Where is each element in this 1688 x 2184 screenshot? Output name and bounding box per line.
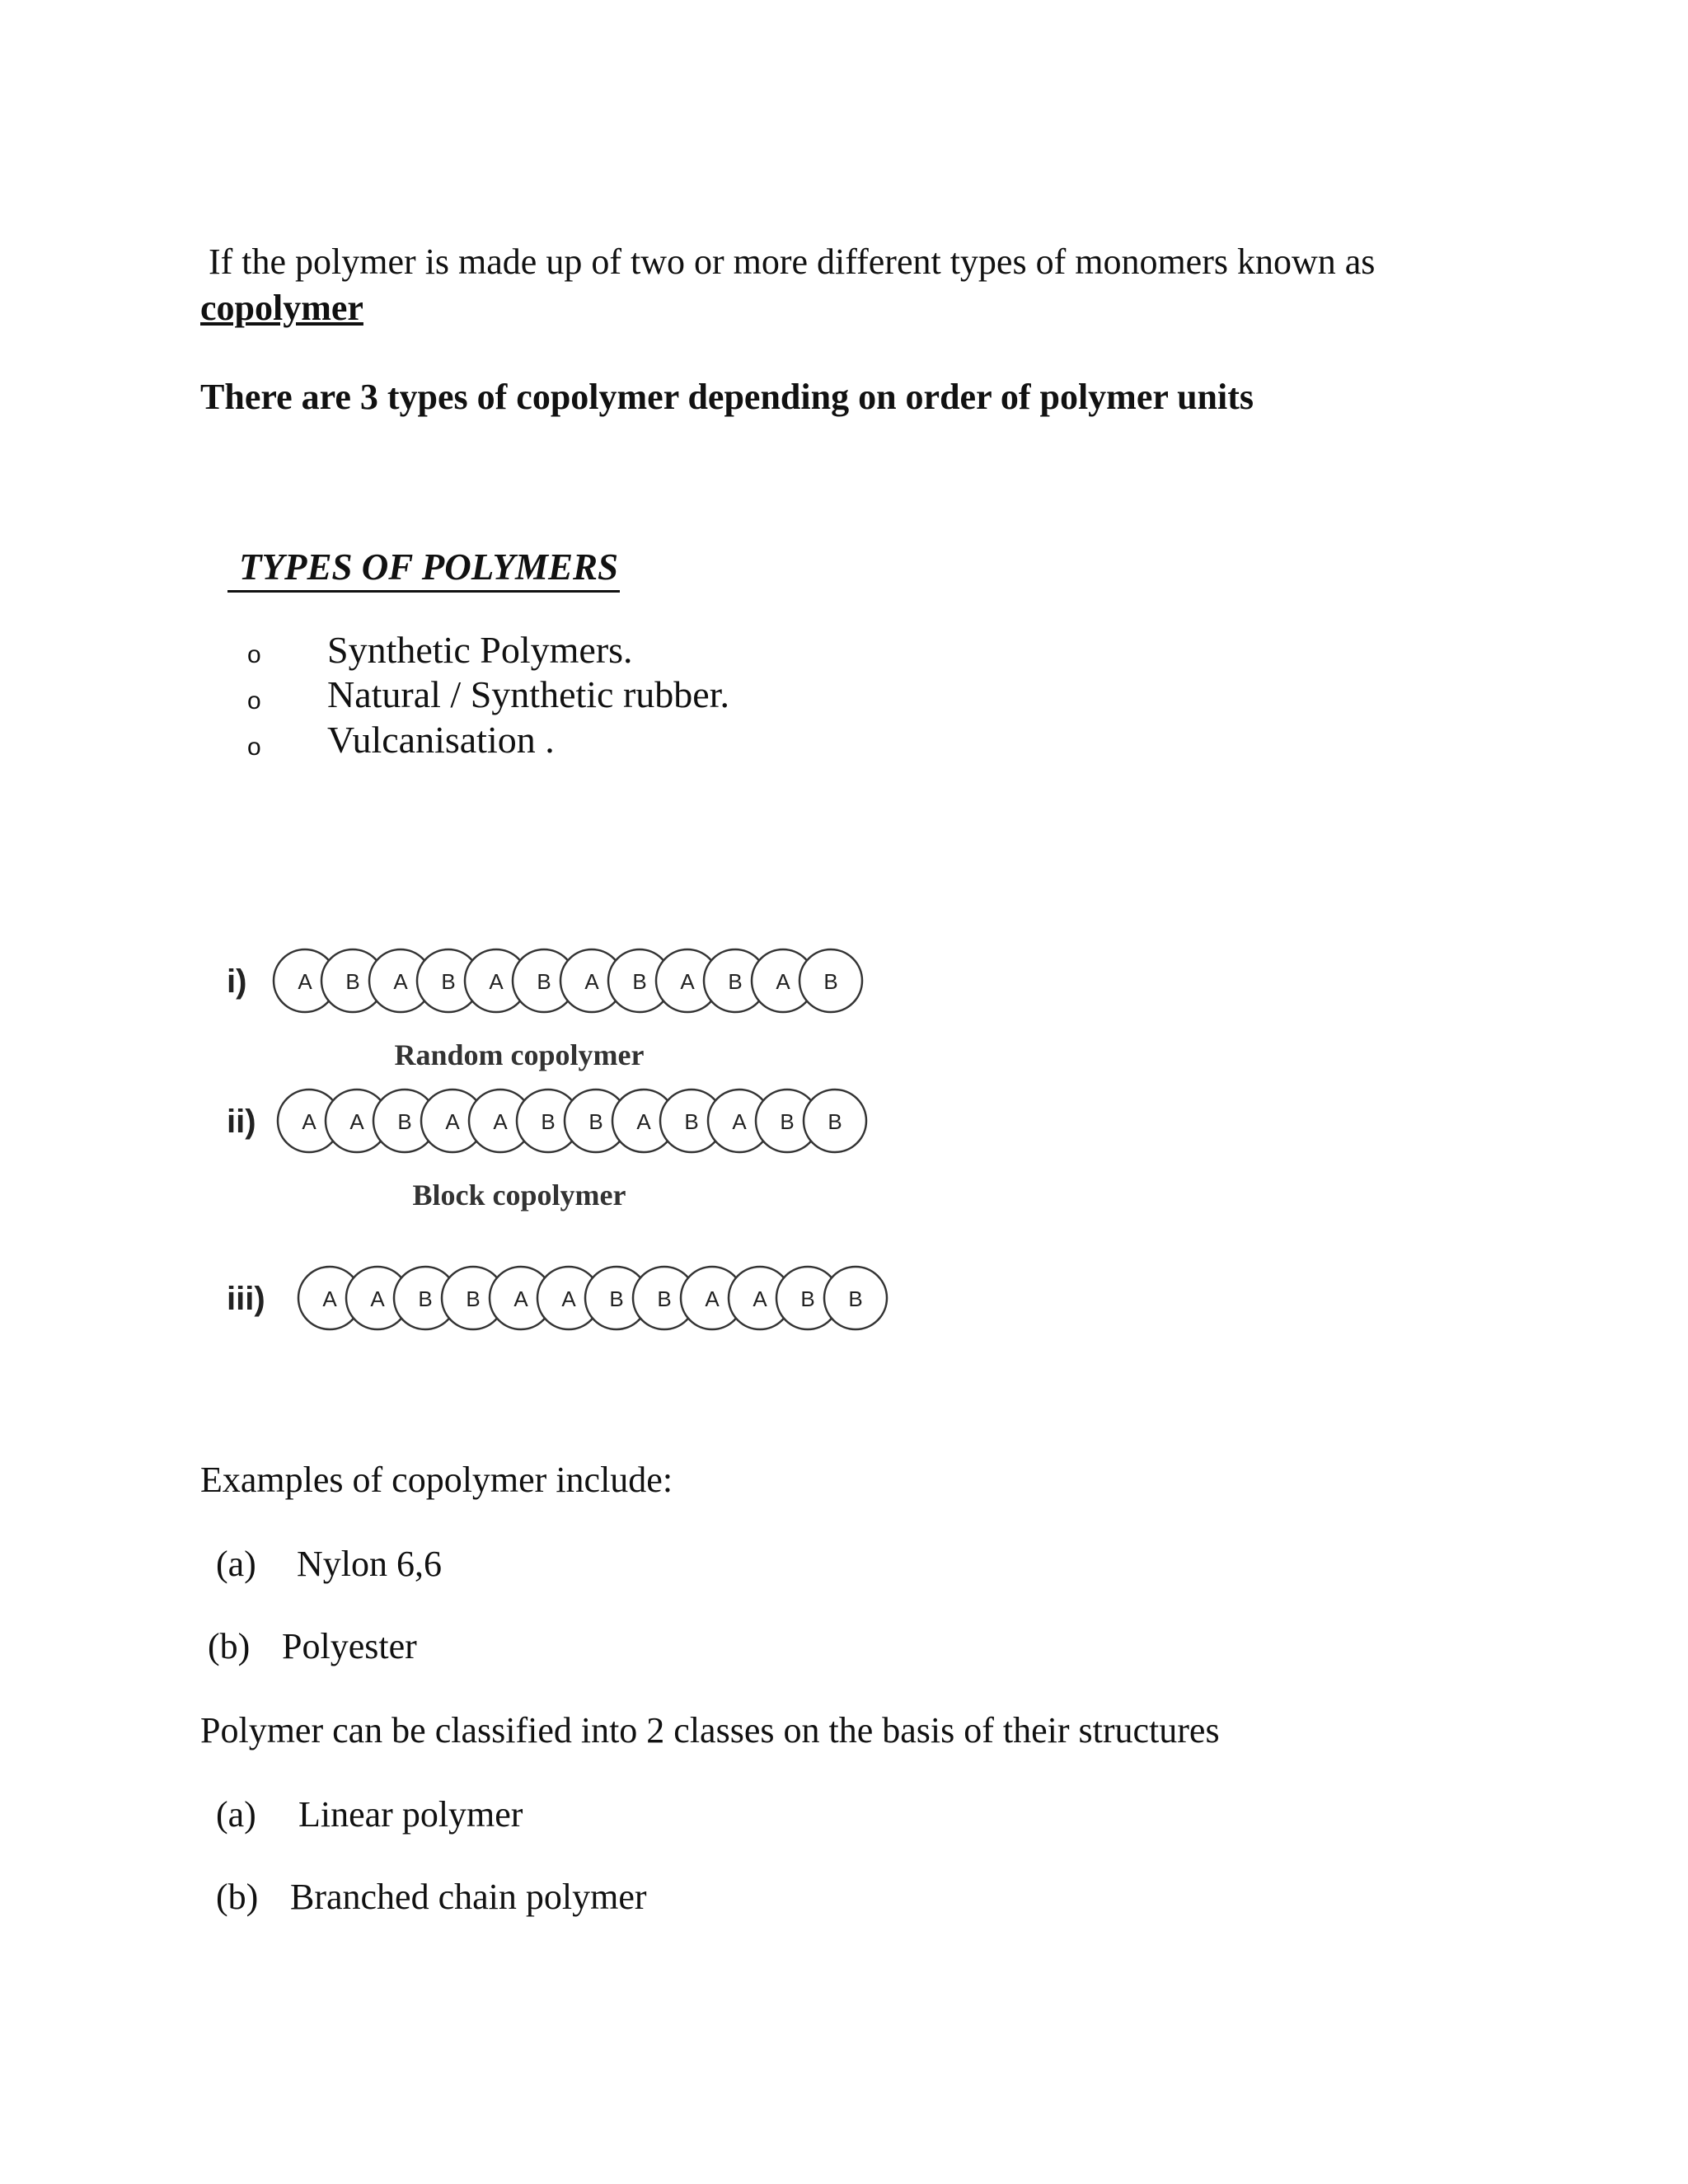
row-caption: Random copolymer: [394, 1038, 645, 1071]
types-heading: TYPES OF POLYMERS: [227, 544, 620, 593]
monomer-label: B: [345, 969, 360, 994]
monomer-label: B: [537, 969, 551, 994]
example-marker: (a): [216, 1544, 256, 1584]
monomer-label: B: [684, 1109, 699, 1134]
monomer-label: A: [493, 1109, 508, 1134]
monomer-label: B: [609, 1286, 624, 1311]
monomer-label: B: [800, 1286, 815, 1311]
monomer-label: A: [445, 1109, 460, 1134]
monomer-label: B: [657, 1286, 672, 1311]
monomer-label: A: [584, 969, 599, 994]
monomer-label: A: [489, 969, 504, 994]
classes-sentence: Polymer can be classified into 2 classes on the basis of their structures: [200, 1710, 1220, 1750]
monomer-label: B: [541, 1109, 556, 1134]
monomer-label: A: [393, 969, 408, 994]
row-label: ii): [227, 1104, 256, 1140]
monomer-label: A: [513, 1286, 528, 1311]
monomer-label: A: [349, 1109, 364, 1134]
example-item: Nylon 6,6: [297, 1544, 442, 1584]
monomer-label: B: [780, 1109, 795, 1134]
monomer-label: A: [705, 1286, 720, 1311]
monomer-label: A: [753, 1286, 767, 1311]
monomer-label: B: [397, 1109, 412, 1134]
copolymer-term: copolymer: [200, 288, 363, 328]
examples-title: Examples of copolymer include:: [200, 1460, 673, 1500]
monomer-label: B: [466, 1286, 481, 1311]
list-item: Natural / Synthetic rubber.: [327, 673, 729, 715]
monomer-label: B: [441, 969, 456, 994]
monomer-label: B: [632, 969, 647, 994]
copolymer-diagram: [214, 931, 890, 1360]
bullet-icon: o: [247, 687, 261, 715]
class-marker: (b): [216, 1877, 259, 1917]
row-label: i): [227, 963, 247, 1000]
class-item: Branched chain polymer: [290, 1877, 647, 1917]
monomer-label: A: [302, 1109, 316, 1134]
monomer-label: B: [728, 969, 743, 994]
monomer-label: A: [776, 969, 790, 994]
monomer-label: B: [823, 969, 838, 994]
monomer-label: A: [322, 1286, 337, 1311]
intro-sentence: If the polymer is made up of two or more different types of monomers known as: [209, 241, 1376, 282]
types-statement: There are 3 types of copolymer depending on order of polymer units: [200, 377, 1254, 417]
list-item: Vulcanisation .: [327, 719, 555, 761]
monomer-label: B: [418, 1286, 433, 1311]
example-marker: (b): [208, 1626, 251, 1666]
monomer-label: A: [732, 1109, 747, 1134]
monomer-label: A: [370, 1286, 385, 1311]
monomer-label: A: [636, 1109, 651, 1134]
list-item: Synthetic Polymers.: [327, 629, 633, 671]
monomer-label: B: [848, 1286, 863, 1311]
row-label: iii): [227, 1281, 265, 1317]
class-item: Linear polymer: [298, 1794, 523, 1835]
monomer-label: B: [828, 1109, 842, 1134]
row-caption: Block copolymer: [412, 1179, 626, 1212]
example-item: Polyester: [282, 1626, 417, 1666]
monomer-label: B: [588, 1109, 603, 1134]
monomer-label: A: [298, 969, 312, 994]
bullet-icon: o: [247, 641, 261, 668]
class-marker: (a): [216, 1794, 256, 1835]
monomer-label: A: [561, 1286, 576, 1311]
bullet-icon: o: [247, 733, 261, 761]
monomer-label: A: [680, 969, 695, 994]
